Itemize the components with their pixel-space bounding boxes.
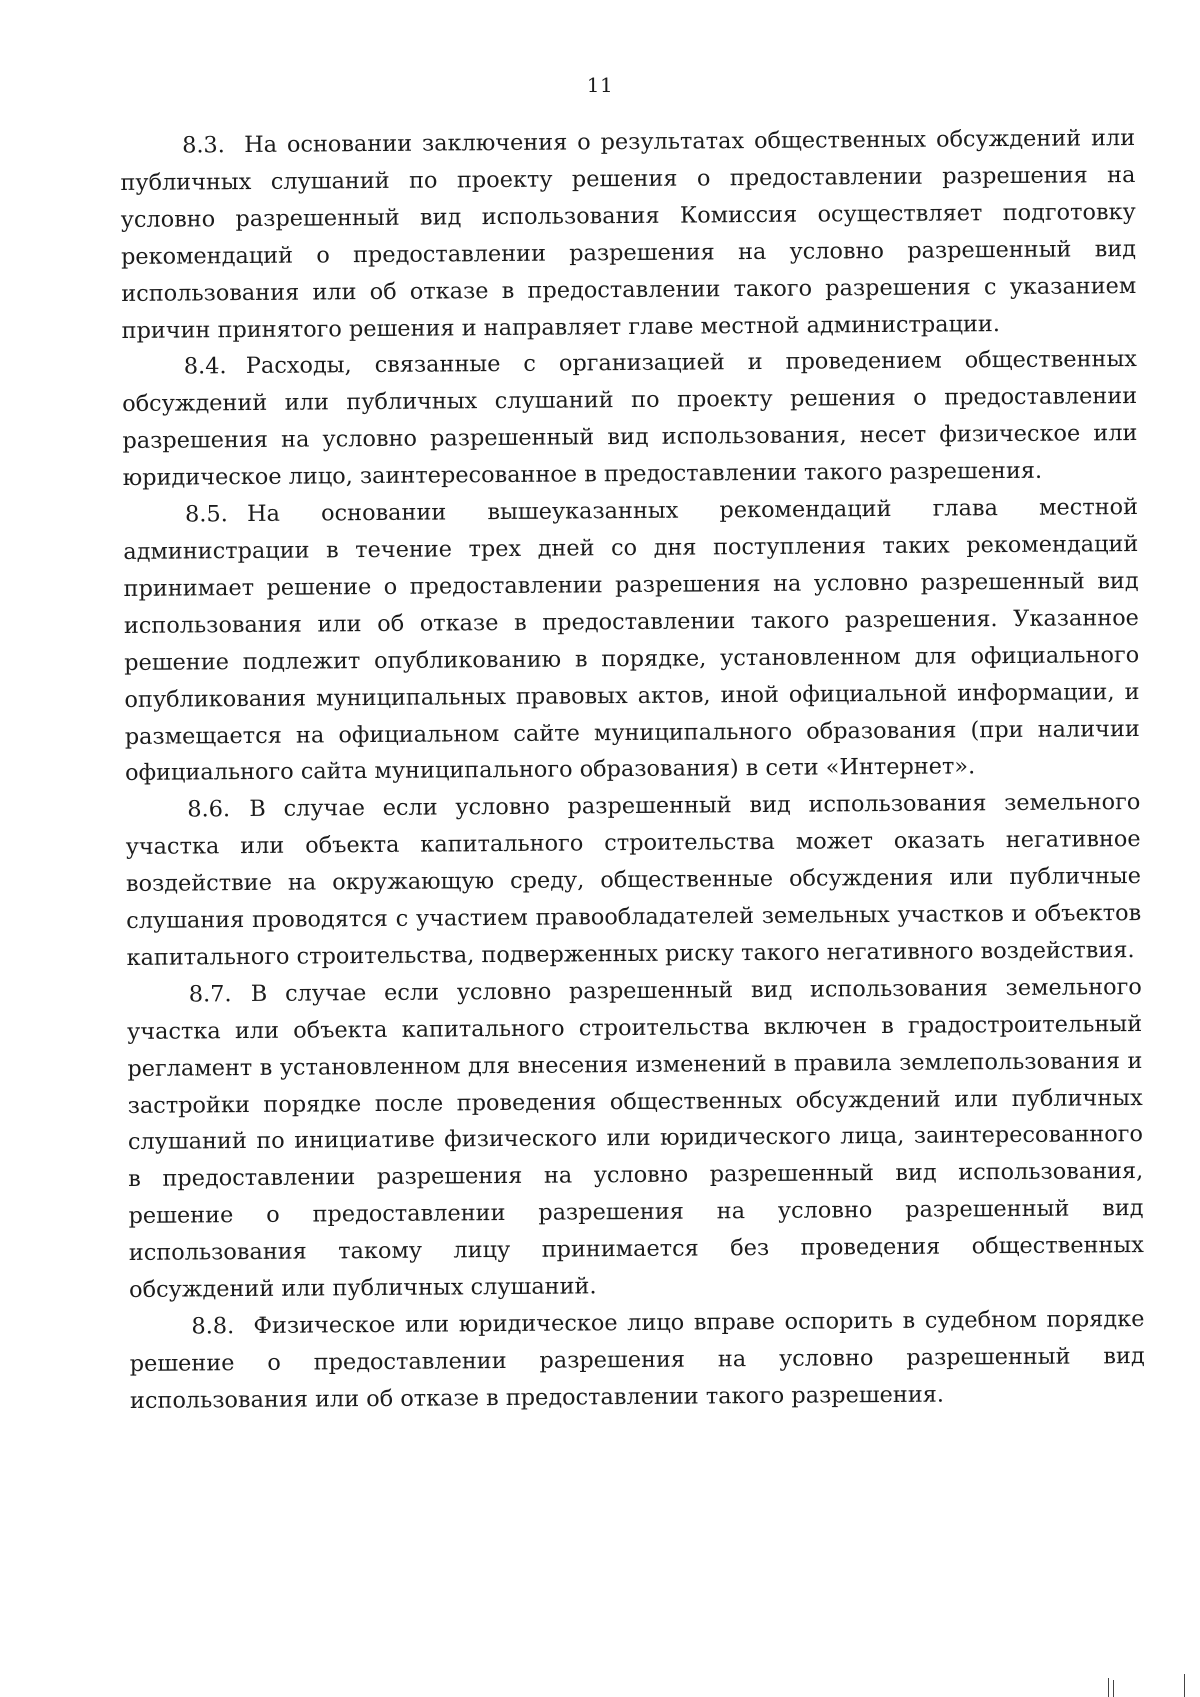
paragraph-8-3: [120, 120, 1137, 349]
document-body: [120, 120, 1145, 1420]
paragraph-text: В случае если условно разрешенный вид использования земельного участка или объекта капитального строительства может оказать негативное воздействие на окружающую среду, общественные обсуждения или публичные слушания проводятся с участием правообладателей земельных участков и объектов капитального строительства, подверженных риску такого негативного воздействия.: [125, 789, 1142, 971]
paragraph-text: На основании вышеуказанных рекомендаций глава местной администрации в течение трех дней со дня поступления таких рекомендаций принимает решение о предоставлении разрешения на условно разрешенный вид использования или об отказе в предоставлении такого разрешения. Указанное решение подлежит опубликованию в порядке, установленном для официального опубликования муниципальных правовых актов, иной официальной информации, и размещается на официальном сайте муниципального образования (при наличии официального сайта муниципального образования) в сети «Интернет».: [123, 494, 1140, 787]
paragraph-8-4: [122, 341, 1138, 497]
paragraph-number: 8.6.: [187, 796, 231, 823]
scan-mark: [1108, 1678, 1109, 1697]
paragraph-number: 8.4.: [183, 353, 227, 380]
page-number: 11: [586, 73, 614, 97]
paragraph-8-7: [127, 969, 1145, 1309]
paragraph-text: В случае если условно разрешенный вид использования земельного участка или объекта капитального строительства включен в градостроительный регламент в установленном для внесения изменений в правила землепользования и застройки порядке после проведения общественных обсуждений или публичных слушаний по инициативе физического или юридического лица, заинтересованного в предоставлении разрешения на условно разрешенный вид использования, решение о предоставлении разрешения на условно разрешенный вид использования такому лицу принимается без проведения общественных обсуждений или публичных слушаний.: [126, 973, 1144, 1304]
paragraph-text: Расходы, связанные с организацией и проведением общественных обсуждений или публичных слушаний по проекту решения о предоставлении разрешения на условно разрешенный вид использования, несет физическое или юридическое лицо, заинтересованное в предоставлении такого разрешения.: [122, 346, 1138, 492]
paragraph-number: 8.3.: [182, 132, 225, 159]
paragraph-text: Физическое или юридическое лицо вправе оспорить в судебном порядке решение о предоставлении разрешения на условно разрешенный вид использования или об отказе в предоставлении такого разрешения.: [129, 1305, 1145, 1414]
paragraph-text: На основании заключения о результатах общественных обсуждений или публичных слушаний по проекту решения о предоставлении разрешения на условно разрешенный вид использования Комиссия осуществляет подготовку рекомендаций о предоставлении разрешения на условно разрешенный вид использования или об отказе в предоставлении такого разрешения с указанием причин принятого решения и направляет главе местной администрации.: [120, 125, 1137, 344]
scan-mark: [1184, 1674, 1185, 1697]
paragraph-8-5: [123, 489, 1140, 792]
paragraph-number: 8.7.: [188, 980, 232, 1008]
paragraph-number: 8.5.: [184, 501, 228, 528]
scan-edge-marks: [1108, 1668, 1188, 1697]
paragraph-8-6: [125, 784, 1141, 976]
scan-mark: [1113, 1680, 1114, 1697]
paragraph-number: 8.8.: [191, 1313, 235, 1340]
paragraph-8-8: [129, 1301, 1145, 1420]
